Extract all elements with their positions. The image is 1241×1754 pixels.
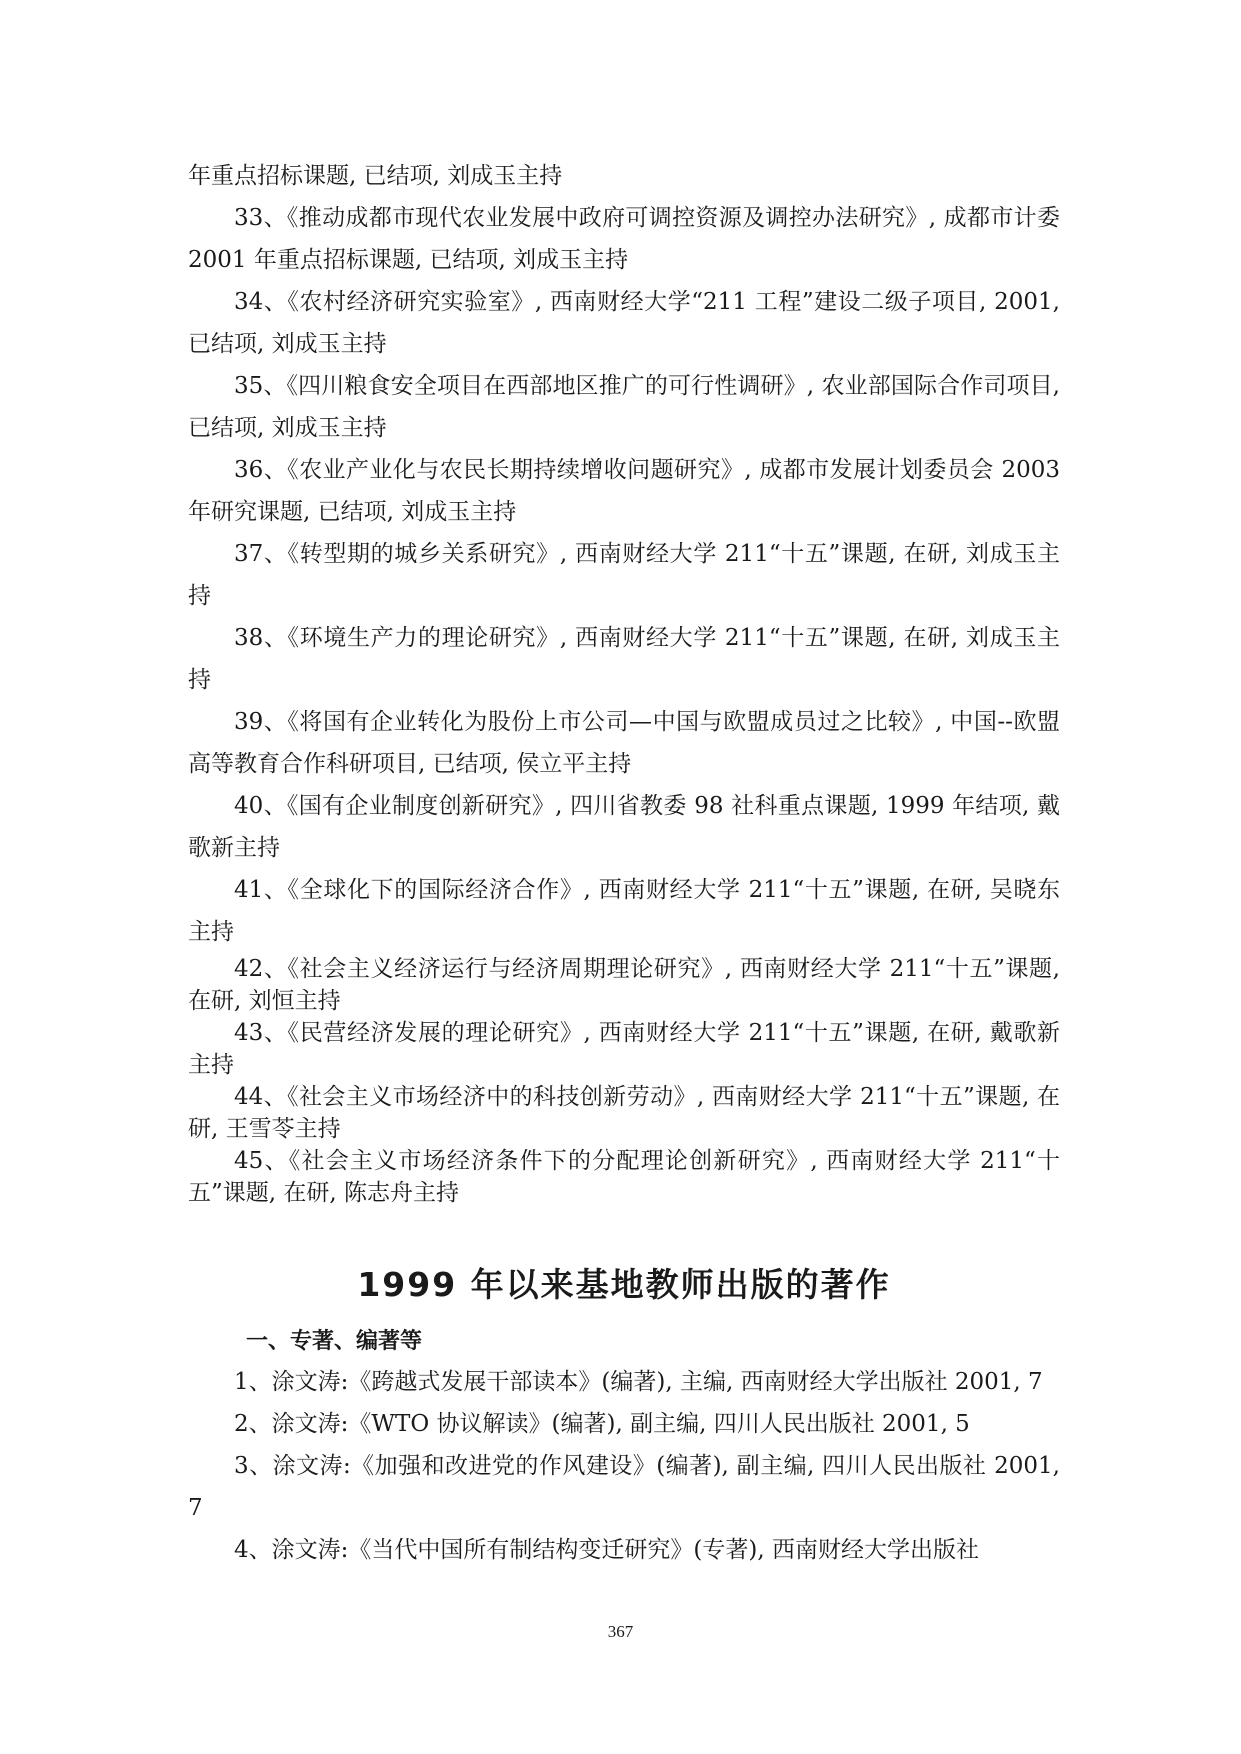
publication-item: 4、涂文涛:《当代中国所有制结构变迁研究》(专著), 西南财经大学出版社: [234, 1537, 979, 1563]
project-item: 36、《农业产业化与农民长期持续增收问题研究》, 成都市发展计划委员会 2003 年研究课题, 已结项, 刘成玉主持: [188, 457, 1060, 525]
project-list: [188, 155, 1060, 1209]
section-title: 1999 年以来基地教师出版的著作: [357, 1265, 891, 1304]
page-number: 367: [607, 1622, 634, 1641]
project-item: 43、《民营经济发展的理论研究》, 西南财经大学 211“十五”课题, 在研, 戴歌新主持: [188, 1020, 1060, 1078]
publication-list: [188, 1361, 1060, 1571]
project-item: 38、《环境生产力的理论研究》, 西南财经大学 211“十五”课题, 在研, 刘成玉主持: [188, 625, 1060, 693]
project-item: 34、《农村经济研究实验室》, 西南财经大学“211 工程”建设二级子项目, 2001, 已结项, 刘成玉主持: [188, 289, 1060, 357]
project-item: 37、《转型期的城乡关系研究》, 西南财经大学 211“十五”课题, 在研, 刘成玉主持: [188, 541, 1060, 609]
project-item: 33、《推动成都市现代农业发展中政府可调控资源及调控办法研究》, 成都市计委 2001 年重点招标课题, 已结项, 刘成玉主持: [188, 205, 1060, 273]
project-item: 39、《将国有企业转化为股份上市公司—中国与欧盟成员过之比较》, 中国--欧盟高等教育合作科研项目, 已结项, 侯立平主持: [188, 709, 1060, 777]
project-item: 42、《社会主义经济运行与经济周期理论研究》, 西南财经大学 211“十五”课题, 在研, 刘恒主持: [188, 956, 1060, 1014]
document-page: [188, 155, 1060, 1571]
project-item: 41、《全球化下的国际经济合作》, 西南财经大学 211“十五”课题, 在研, 吴晓东主持: [188, 877, 1060, 945]
subsection-title: 一、专著、编著等: [246, 1329, 423, 1354]
publication-item: 1、涂文涛:《跨越式发展干部读本》(编著), 主编, 西南财经大学出版社 2001, 7: [234, 1369, 1043, 1395]
project-item: 44、《社会主义市场经济中的科技创新劳动》, 西南财经大学 211“十五”课题, 在研, 王雪苓主持: [188, 1084, 1060, 1142]
project-item: 40、《国有企业制度创新研究》, 四川省教委 98 社科重点课题, 1999 年结项, 戴歌新主持: [188, 793, 1060, 861]
publication-item: 3、涂文涛:《加强和改进党的作风建设》(编著), 副主编, 四川人民出版社 2001, 7: [188, 1453, 1060, 1521]
project-item: 35、《四川粮食安全项目在西部地区推广的可行性调研》, 农业部国际合作司项目, 已结项, 刘成玉主持: [188, 373, 1060, 441]
project-item: 45、《社会主义市场经济条件下的分配理论创新研究》, 西南财经大学 211“十五”课题, 在研, 陈志舟主持: [188, 1148, 1060, 1206]
publication-item: 2、涂文涛:《WTO 协议解读》(编著), 副主编, 四川人民出版社 2001, 5: [234, 1411, 970, 1437]
project-item: 年重点招标课题, 已结项, 刘成玉主持: [188, 163, 563, 189]
